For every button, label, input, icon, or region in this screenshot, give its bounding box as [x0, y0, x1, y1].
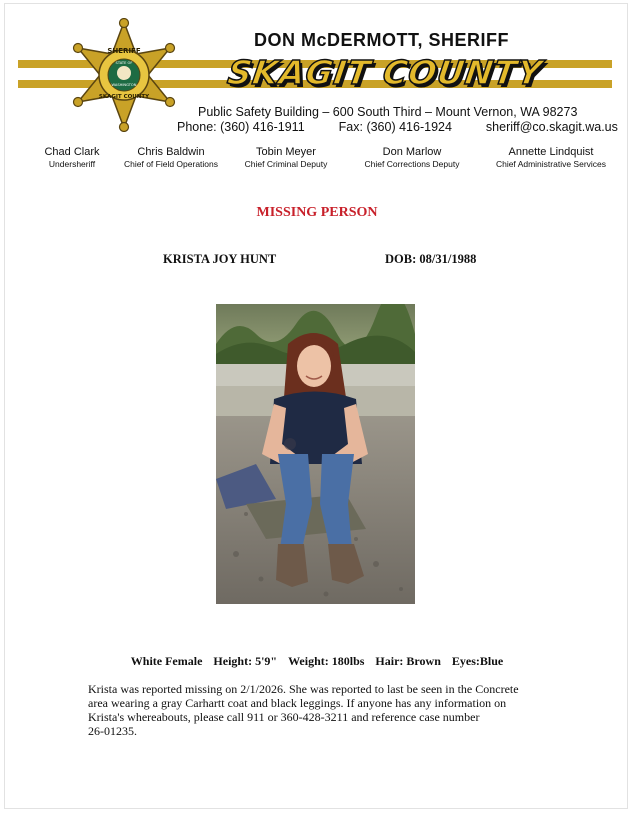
- officer-undersheriff: [20, 146, 124, 169]
- narrative-line: area wearing a gray Carhartt coat and black leggings. If anyone has any information on: [88, 696, 507, 710]
- badge-inner-mid-text: WASHINGTON: [111, 83, 137, 87]
- officer-name: Tobin Meyer: [256, 146, 316, 158]
- narrative-line: Krista was reported missing on 2/1/2026. She was reported to last be seen in the Concrete: [88, 682, 519, 696]
- narrative-paragraph: [88, 682, 548, 738]
- officer-title: Chief Criminal Deputy: [244, 159, 328, 169]
- officer-administrative-services: [484, 146, 618, 169]
- badge-inner-top-text: STATE OF: [115, 61, 133, 65]
- narrative-line: Krista's whereabouts, please call 911 or 360-428-3211 and reference case number: [88, 710, 480, 724]
- person-name: KRISTA JOY HUNT: [163, 252, 277, 266]
- officer-title: Chief Corrections Deputy: [364, 159, 460, 169]
- officer-title: Undersheriff: [48, 159, 96, 169]
- officer-title: Chief Administrative Services: [495, 159, 607, 169]
- email-address: sheriff@co.skagit.wa.us: [485, 120, 618, 134]
- county-name: SKAGIT COUNTY: [225, 53, 546, 92]
- officers-row: [18, 146, 618, 176]
- height: Height: 5'9": [213, 654, 278, 668]
- eye-color: Eyes:Blue: [451, 654, 504, 668]
- hair-color: Hair: Brown: [375, 654, 441, 668]
- sheriff-star-badge-icon: [72, 18, 176, 132]
- officer-name: Annette Lindquist: [508, 146, 594, 158]
- officer-criminal-deputy: [232, 146, 340, 169]
- race-sex: White Female: [130, 654, 203, 668]
- badge-bottom-text: SKAGIT COUNTY: [98, 94, 150, 100]
- missing-person-heading: MISSING PERSON: [256, 205, 378, 220]
- officer-title: Chief of Field Operations: [123, 159, 219, 169]
- officer-field-operations: [114, 146, 228, 169]
- physical-description: [0, 654, 634, 669]
- date-of-birth: DOB: 08/31/1988: [385, 252, 477, 266]
- officer-corrections-deputy: [354, 146, 470, 169]
- officer-name: Don Marlow: [382, 146, 442, 158]
- sheriff-name: DON McDERMOTT, SHERIFF: [254, 30, 510, 50]
- officer-name: Chris Baldwin: [137, 146, 205, 158]
- weight: Weight: 180lbs: [288, 654, 365, 668]
- missing-person-photo: [216, 304, 415, 604]
- fax-number: Fax: (360) 416-1924: [338, 120, 452, 134]
- address-line: Public Safety Building – 600 South Third – Mount Vernon, WA 98273: [198, 105, 578, 119]
- badge-top-text: SHERIFF: [107, 47, 141, 55]
- officer-name: Chad Clark: [44, 146, 100, 158]
- narrative-line: 26-01235.: [88, 724, 137, 738]
- phone-number: Phone: (360) 416-1911: [177, 120, 305, 134]
- contact-line: [177, 119, 618, 135]
